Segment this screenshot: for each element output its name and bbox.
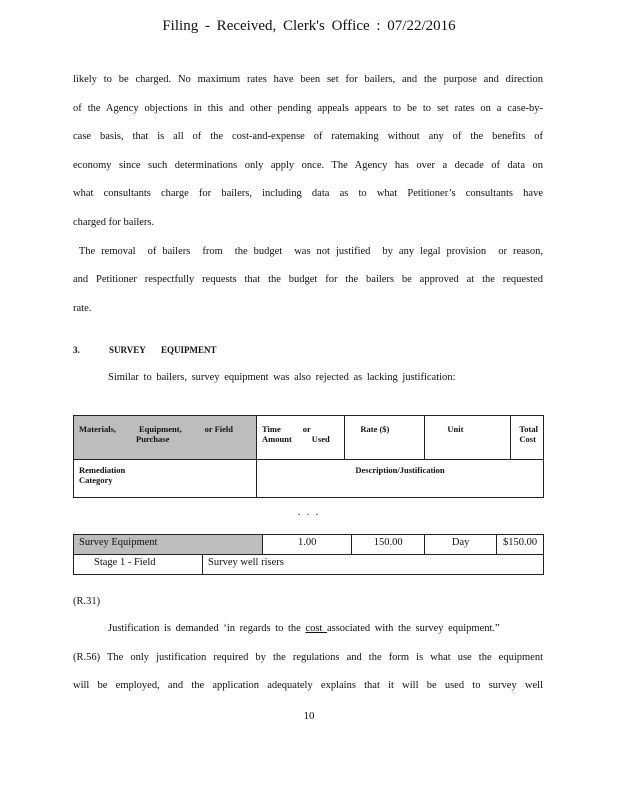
header-remediation-category: Remediation Category — [74, 460, 257, 498]
text-line: will be employed, and the application adequately explains that it will be used to survey well — [73, 680, 543, 692]
budget-table-header — [73, 415, 544, 498]
section-number: 3. — [73, 345, 80, 355]
text-line: what consultants charge for bailers, including data as to what Petitioner’s consultants have — [73, 188, 543, 200]
text-line: (R.56) The only justification required by the regulations and the form is what use the equipment — [73, 651, 543, 663]
body-paragraph — [73, 621, 543, 707]
item-category: Stage 1 - Field — [74, 555, 203, 575]
text-line: likely to be charged. No maximum rates have been set for bailers, and the purpose and direction — [73, 74, 543, 85]
header-rate: Rate ($) — [345, 416, 425, 460]
text-line: of the Agency objections in this and other pending appeals appears to be to set rates on a case-by- — [73, 102, 543, 114]
text-line: case basis, that is all of the cost-and-expense of ratemaking without any of the benefits of — [73, 131, 543, 143]
text-line: charged for bailers. — [73, 216, 155, 228]
text-line: Justification is demanded ‘in regards to the cost associated with the survey equipment.” — [108, 623, 500, 634]
header-unit: Unit — [425, 416, 511, 460]
section-title-word: EQUIPMENT — [161, 345, 217, 355]
item-rate: 150.00 — [352, 535, 425, 555]
section-title-word: SURVEY — [109, 345, 146, 355]
page-number: 10 — [303, 710, 315, 722]
body-paragraph — [73, 72, 543, 329]
item-description: Survey well risers — [203, 555, 544, 575]
item-name: Survey Equipment — [74, 535, 263, 555]
text-line: economy since such determinations only apply once. The Agency has over a decade of data on — [73, 159, 543, 171]
filing-header: Filing - Received, Clerk's Office : 07/22/2016 — [162, 18, 456, 34]
record-citation: (R.31) — [73, 596, 101, 607]
header-materials: Materials, Equipment, or Field Purchase — [74, 416, 257, 460]
intro-text: Similar to bailers, survey equipment was also rejected as lacking justification: — [108, 372, 456, 383]
item-unit: Day — [425, 535, 497, 555]
item-amount: 1.00 — [263, 535, 352, 555]
header-total: Total Cost — [511, 416, 544, 460]
header-description: Description/Justification — [257, 460, 544, 498]
text-line: The removal of bailers from the budget was not justified by any legal provision or reason, — [73, 245, 543, 257]
section-heading — [73, 345, 217, 355]
omission-ellipsis: . . . — [297, 507, 321, 518]
text-line: and Petitioner respectfully requests that the budget for the bailers be approved at the requested — [73, 274, 543, 286]
text-line: rate. — [73, 302, 92, 314]
item-total: $150.00 — [497, 535, 544, 555]
header-time: Time or Amount Used — [257, 416, 345, 460]
survey-equipment-table — [73, 534, 544, 575]
